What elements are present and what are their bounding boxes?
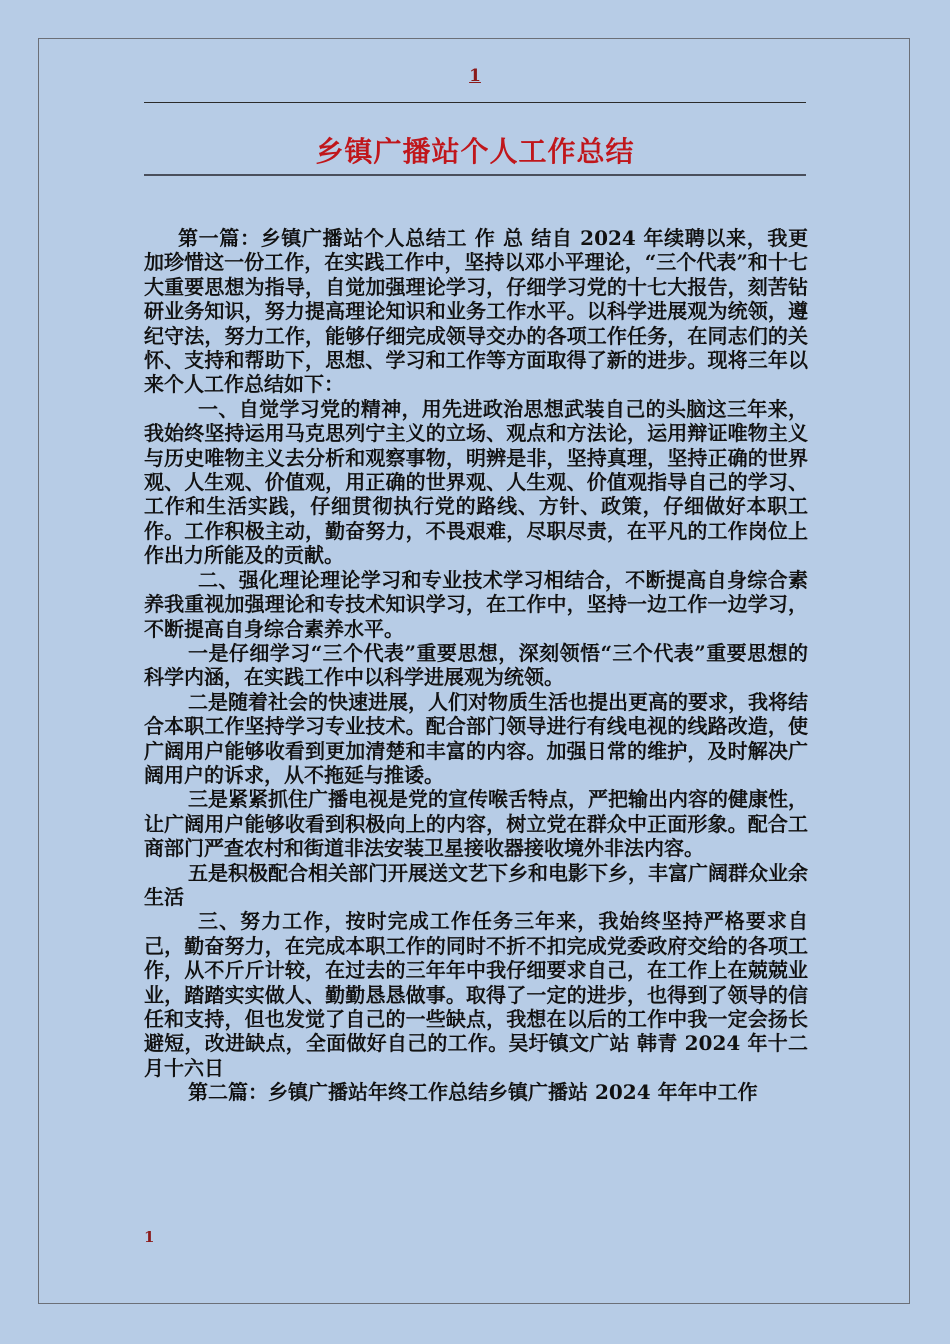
paragraph: 第一篇：乡镇广播站个人总结工 作 总 结自 2024 年续聘以来，我更加珍惜这一份工作，在实践工作中，坚持以邓小平理论，“三个代表”和十七大重要思想为指导，自觉加强理论学习，仔细学习党的十七大报告，刻苦钻研业务知识，努力提高理论知识和业务工作水平。以科学进展观为统领，遵纪守法，努力工作，能够仔细完成领导交办的各项工作任务，在同志们的关怀、支持和帮助下，思想、学习和工作等方面取得了新的进步。现将三年以来个人工作总结如下： (144, 226, 808, 397)
header-page-number: 1 (469, 66, 481, 86)
document-title: 乡镇广播站个人工作总结 (315, 135, 635, 168)
title-divider (144, 174, 806, 176)
paragraph: 第二篇：乡镇广播站年终工作总结乡镇广播站 2024 年年中工作 (188, 1080, 758, 1105)
document-body (144, 226, 808, 1105)
paragraph: 二是随着社会的快速进展，人们对物质生活也提出更高的要求，我将结合本职工作坚持学习专业技术。配合部门领导进行有线电视的线路改造，使广阔用户能够收看到更加清楚和丰富的内容。加强日常的维护，及时解决广阔用户的诉求，从不拖延与推诿。 (144, 689, 808, 787)
footer-page-number: 1 (144, 1228, 155, 1246)
paragraph: 五是积极配合相关部门开展送文艺下乡和电影下乡，丰富广阔群众业余生活 (144, 860, 808, 909)
header-divider (144, 102, 806, 103)
paragraph: 三、努力工作，按时完成工作任务三年来，我始终坚持严格要求自己，勤奋努力，在完成本职工作的同时不折不扣完成党委政府交给的各项工作，从不斤斤计较，在过去的三年年中我仔细要求自己，在工作上在兢兢业业，踏踏实实做人、勤勤恳恳做事。取得了一定的进步，也得到了领导的信任和支持，但也发觉了自己的一些缺点，我想在以后的工作中我一定会扬长避短，改进缺点，全面做好自己的工作。吴圩镇文广站 韩青 2024 年十二月十六日 (144, 909, 808, 1080)
paragraph: 三是紧紧抓住广播电视是党的宣传喉舌特点，严把输出内容的健康性，让广阔用户能够收看到积极向上的内容，树立党在群众中正面形象。配合工商部门严查农村和街道非法安装卫星接收器接收境外非法内容。 (144, 787, 808, 861)
paragraph: 一、自觉学习党的精神，用先进政治思想武装自己的头脑这三年来，我始终坚持运用马克思列宁主义的立场、观点和方法论，运用辩证唯物主义与历史唯物主义去分析和观察事物，明辨是非，坚持真理，坚持正确的世界观、人生观、价值观，用正确的世界观、人生观、价值观指导自己的学习、工作和生活实践，仔细贯彻执行党的路线、方针、政策，仔细做好本职工作。工作积极主动，勤奋努力，不畏艰难，尽职尽责，在平凡的工作岗位上作出力所能及的贡献。 (144, 396, 808, 568)
paragraph: 二、强化理论理论学习和专业技术学习相结合，不断提高自身综合素养我重视加强理论和专技术知识学习，在工作中，坚持一边工作一边学习，不断提高自身综合素养水平。 (144, 567, 808, 641)
paragraph: 一是仔细学习“三个代表”重要思想，深刻领悟“三个代表”重要思想的科学内涵，在实践工作中以科学进展观为统领。 (144, 640, 808, 690)
